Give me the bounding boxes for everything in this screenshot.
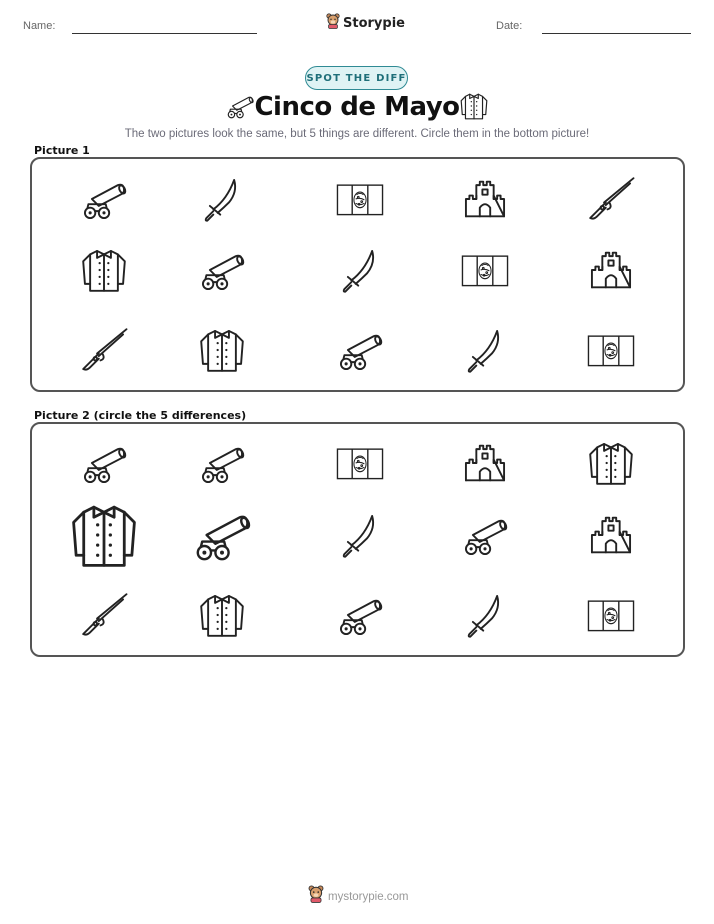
jacket-icon xyxy=(196,324,248,376)
sword-icon[interactable] xyxy=(459,589,511,641)
date-label: Date: xyxy=(496,20,523,32)
bear-mascot-icon xyxy=(308,885,324,908)
picture1-label: Picture 1 xyxy=(34,144,90,157)
castle-icon[interactable] xyxy=(459,437,511,489)
name-field-line[interactable] xyxy=(72,33,257,34)
cannon-icon[interactable] xyxy=(196,437,248,489)
rifle-icon xyxy=(585,173,637,225)
sword-icon[interactable] xyxy=(334,509,386,561)
cannon-icon[interactable] xyxy=(459,509,511,561)
flag-icon xyxy=(459,244,511,296)
sword-icon xyxy=(459,324,511,376)
cannon-icon xyxy=(196,244,248,296)
worksheet-type-badge: SPOT THE DIFF xyxy=(305,66,408,90)
castle-icon xyxy=(459,173,511,225)
flag-icon xyxy=(334,173,386,225)
flag-icon xyxy=(585,324,637,376)
jacket-icon[interactable] xyxy=(585,437,637,489)
flag-icon[interactable] xyxy=(585,589,637,641)
footer xyxy=(308,885,409,908)
title-row xyxy=(0,90,714,126)
brand-name: Storypie xyxy=(343,16,405,31)
sword-icon xyxy=(334,244,386,296)
bear-mascot-icon xyxy=(326,13,340,34)
castle-icon[interactable] xyxy=(585,509,637,561)
cannon-icon[interactable] xyxy=(78,437,130,489)
footer-site: mystorypie.com xyxy=(328,890,409,903)
castle-icon xyxy=(585,244,637,296)
instructions: The two pictures look the same, but 5 things are different. Circle them in the bottom picture! xyxy=(124,128,590,140)
jacket-icon[interactable] xyxy=(196,589,248,641)
cannon-icon[interactable] xyxy=(189,502,255,568)
date-field-line[interactable] xyxy=(542,33,691,34)
sword-icon xyxy=(196,173,248,225)
cannon-icon xyxy=(334,324,386,376)
rifle-icon xyxy=(78,324,130,376)
jacket-icon xyxy=(78,244,130,296)
name-label: Name: xyxy=(23,20,56,32)
picture2-label: Picture 2 (circle the 5 differences) xyxy=(34,409,247,422)
cannon-icon[interactable] xyxy=(334,589,386,641)
flag-icon[interactable] xyxy=(334,437,386,489)
cannon-icon xyxy=(78,173,130,225)
jacket-icon xyxy=(458,90,490,127)
page-title: Cinco de Mayo xyxy=(254,92,460,122)
jacket-icon[interactable] xyxy=(66,497,142,573)
cannon-icon xyxy=(224,90,256,127)
brand-logo xyxy=(326,13,405,34)
rifle-icon[interactable] xyxy=(78,589,130,641)
